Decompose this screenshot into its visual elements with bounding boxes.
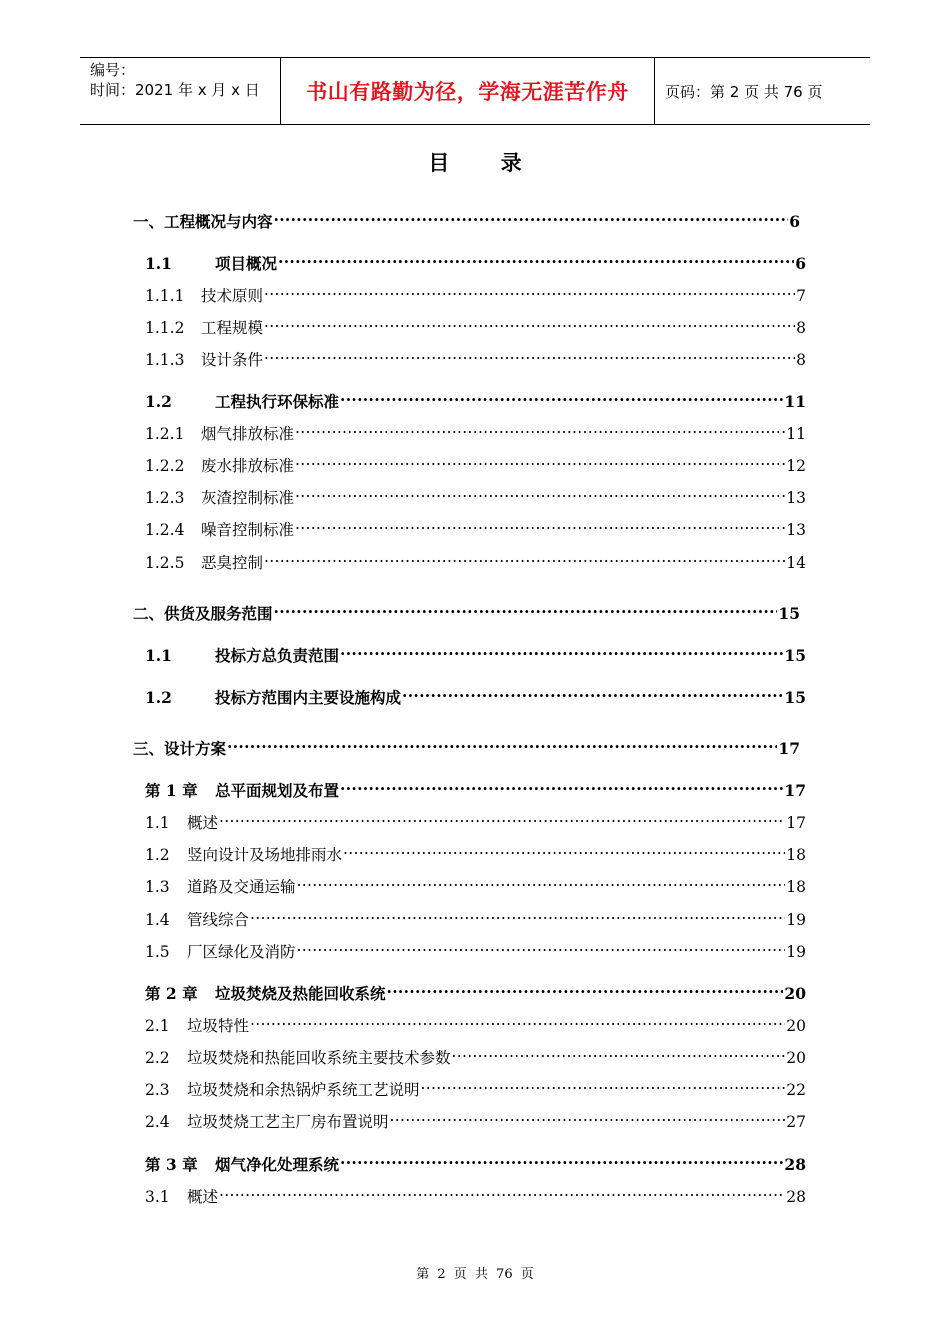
toc-entry-number: 1.1.2 (145, 319, 185, 337)
toc-entry-1-1-1[interactable] (145, 279, 806, 305)
toc-leader-dots (264, 343, 795, 365)
toc-entry-1-2[interactable] (145, 385, 806, 411)
toc-entry-page: 6 (795, 254, 806, 273)
toc-entry-page: 15 (784, 688, 806, 707)
toc-entry-page: 7 (796, 287, 806, 305)
toc-entry-page: 28 (784, 1155, 806, 1174)
header-page-info: 页码：第 2 页 共 76 页 (665, 82, 823, 101)
toc-entry-chapter-3[interactable] (145, 1148, 806, 1174)
toc-entry-text: 厂区绿化及消防 (187, 943, 296, 961)
toc-entry-number: 1.2 (145, 392, 172, 411)
toc-entry-text: 三、设计方案 (133, 739, 227, 758)
toc-entry-number: 1.3 (145, 878, 170, 896)
toc-entry-text: 概述 (187, 1188, 219, 1206)
toc-entry-number: 1.5 (145, 943, 170, 961)
toc-leader-dots (390, 1105, 786, 1127)
toc-entry-page: 13 (786, 489, 806, 507)
toc-leader-dots (340, 774, 783, 796)
toc-entry-text: 投标方范围内主要设施构成 (215, 688, 402, 707)
toc-entry-text: 工程规模 (201, 319, 264, 337)
toc-entry-page: 28 (786, 1188, 806, 1206)
toc-entry-page: 19 (786, 911, 806, 929)
toc-entry-chapter-2[interactable] (145, 977, 806, 1003)
toc-leader-dots (295, 481, 785, 503)
toc-leader-dots (340, 639, 783, 661)
toc-entry-text: 管线综合 (187, 911, 250, 929)
toc-entry-number: 1.4 (145, 911, 170, 929)
toc-entry-chapter-1[interactable] (145, 774, 806, 800)
toc-leader-dots (274, 597, 778, 619)
toc-entry-1-2-5[interactable] (145, 546, 806, 572)
toc-entry-c1-3[interactable] (145, 870, 806, 896)
toc-entry-text: 总平面规划及布置 (215, 781, 340, 800)
toc-entry-number: 1.2.2 (145, 457, 185, 475)
toc-entry-1-2-4[interactable] (145, 513, 806, 539)
toc-entry-c1-5[interactable] (145, 935, 806, 961)
toc-entry-c3-1[interactable] (145, 1180, 806, 1206)
toc-entry-text: 一、工程概况与内容 (133, 212, 273, 231)
toc-entry-text: 概述 (187, 814, 219, 832)
toc-leader-dots (387, 977, 784, 999)
toc-entry-number: 1.2 (145, 688, 172, 707)
toc-entry-number: 1.1 (145, 646, 172, 665)
toc-entry-text: 垃圾焚烧工艺主厂房布置说明 (187, 1113, 389, 1131)
toc-entry-text: 垃圾焚烧和热能回收系统主要技术参数 (187, 1049, 451, 1067)
header-meta (80, 58, 281, 124)
toc-leader-dots (340, 385, 783, 407)
toc-entry-page: 18 (786, 878, 806, 896)
toc-entry-number: 第 1 章 (145, 781, 198, 800)
toc-entry-page: 12 (786, 457, 806, 475)
toc-entry-page: 19 (786, 943, 806, 961)
toc-leader-dots (295, 417, 785, 439)
toc-leader-dots (227, 732, 777, 754)
toc-entry-1-1[interactable] (145, 247, 806, 273)
toc-entry-text: 竖向设计及场地排雨水 (187, 846, 343, 864)
toc-entry-text: 垃圾特性 (187, 1017, 250, 1035)
toc-entry-number: 第 2 章 (145, 984, 198, 1003)
toc-entry-page: 17 (784, 781, 806, 800)
toc-entry-text: 废水排放标准 (201, 457, 295, 475)
toc-entry-number: 1.1.1 (145, 287, 185, 305)
toc-entry-c1-2[interactable] (145, 838, 806, 864)
toc-leader-dots (219, 806, 785, 828)
toc-entry-1-2-1[interactable] (145, 417, 806, 443)
toc-leader-dots (219, 1180, 785, 1202)
toc-leader-dots (278, 247, 794, 269)
toc-leader-dots (264, 279, 795, 301)
doc-number-label: 编号： (90, 61, 136, 79)
toc-entry-page: 15 (778, 604, 800, 623)
toc-entry-1-1-3[interactable] (145, 343, 806, 369)
toc-entry-2-2[interactable] (145, 681, 806, 707)
toc-entry-c2-2[interactable] (145, 1041, 806, 1067)
toc-entry-text: 烟气排放标准 (201, 425, 295, 443)
toc-entry-number: 1.2 (145, 846, 170, 864)
toc-entry-page: 14 (786, 554, 806, 572)
toc-entry-number: 2.1 (145, 1017, 170, 1035)
header-motto: 书山有路勤为径，学海无涯苦作舟 (281, 58, 655, 124)
toc-entry-number: 1.2.3 (145, 489, 185, 507)
toc-leader-dots (295, 513, 785, 535)
toc-entry-2-1[interactable] (145, 639, 806, 665)
toc-entry-c2-4[interactable] (145, 1105, 806, 1131)
doc-time-label: 时间：2021 年 x 月 x 日 (90, 81, 260, 99)
toc-leader-dots (297, 935, 786, 957)
toc-entry-text: 垃圾焚烧和余热锅炉系统工艺说明 (187, 1081, 420, 1099)
toc-entry-page: 22 (786, 1081, 806, 1099)
toc-title: 目 录 (428, 151, 544, 175)
toc-entry-number: 1.2.5 (145, 554, 185, 572)
toc-entry-page: 20 (784, 984, 806, 1003)
toc-entry-number: 1.1 (145, 254, 172, 273)
toc-entry-number: 2.2 (145, 1049, 170, 1067)
toc-entry-number: 第 3 章 (145, 1155, 198, 1174)
toc-entry-text: 设计条件 (201, 351, 264, 369)
toc-entry-number: 1.2.1 (145, 425, 185, 443)
toc-entry-number: 2.3 (145, 1081, 170, 1099)
toc-entry-page: 11 (784, 392, 806, 411)
toc-entry-text: 灰渣控制标准 (201, 489, 295, 507)
toc-entry-text: 噪音控制标准 (201, 521, 295, 539)
toc-leader-dots (295, 449, 785, 471)
toc-entry-1-1-2[interactable] (145, 311, 806, 337)
toc-entry-section-1[interactable] (133, 205, 800, 231)
toc-entry-1-2-2[interactable] (145, 449, 806, 475)
toc-entry-number: 3.1 (145, 1188, 170, 1206)
toc-entry-number: 1.1 (145, 814, 170, 832)
toc-entry-page: 27 (786, 1113, 806, 1131)
toc-entry-page: 11 (786, 425, 806, 443)
toc-entry-page: 15 (784, 646, 806, 665)
toc-entry-page: 13 (786, 521, 806, 539)
toc-leader-dots (250, 903, 785, 925)
toc-entry-text: 投标方总负责范围 (215, 646, 340, 665)
toc-entry-page: 8 (796, 351, 806, 369)
toc-leader-dots (274, 205, 789, 227)
toc-entry-page: 17 (786, 814, 806, 832)
toc-entry-section-3[interactable] (133, 732, 800, 758)
toc-entry-number: 2.4 (145, 1113, 170, 1131)
toc-entry-page: 17 (778, 739, 800, 758)
toc-entry-page: 20 (786, 1049, 806, 1067)
toc-entry-page: 8 (796, 319, 806, 337)
toc-entry-text: 技术原则 (201, 287, 264, 305)
toc-entry-c1-1[interactable] (145, 806, 806, 832)
toc-entry-text: 项目概况 (215, 254, 278, 273)
toc-entry-text: 垃圾焚烧及热能回收系统 (215, 984, 386, 1003)
toc-leader-dots (297, 870, 786, 892)
toc-leader-dots (343, 838, 785, 860)
toc-entry-page: 6 (789, 212, 800, 231)
page-footer: 第 2 页 共 76 页 (416, 1267, 534, 1282)
toc-entry-c2-1[interactable] (145, 1009, 806, 1035)
toc-leader-dots (402, 681, 783, 703)
toc-entry-c2-3[interactable] (145, 1073, 806, 1099)
toc-leader-dots (452, 1041, 786, 1063)
toc-leader-dots (340, 1148, 783, 1170)
toc-entry-c1-4[interactable] (145, 903, 806, 929)
toc-entry-text: 工程执行环保标准 (215, 392, 340, 411)
toc-entry-page: 20 (786, 1017, 806, 1035)
toc-entry-text: 烟气净化处理系统 (215, 1155, 340, 1174)
toc-leader-dots (264, 546, 785, 568)
toc-entry-text: 二、供货及服务范围 (133, 604, 273, 623)
toc-entry-1-2-3[interactable] (145, 481, 806, 507)
page-header (80, 57, 870, 125)
toc-entry-section-2[interactable] (133, 597, 800, 623)
toc-leader-dots (421, 1073, 786, 1095)
toc-leader-dots (250, 1009, 785, 1031)
toc-entry-number: 1.2.4 (145, 521, 185, 539)
toc-entry-number: 1.1.3 (145, 351, 185, 369)
toc-entry-text: 道路及交通运输 (187, 878, 296, 896)
toc-entry-text: 恶臭控制 (201, 554, 264, 572)
toc-entry-page: 18 (786, 846, 806, 864)
toc-leader-dots (264, 311, 795, 333)
